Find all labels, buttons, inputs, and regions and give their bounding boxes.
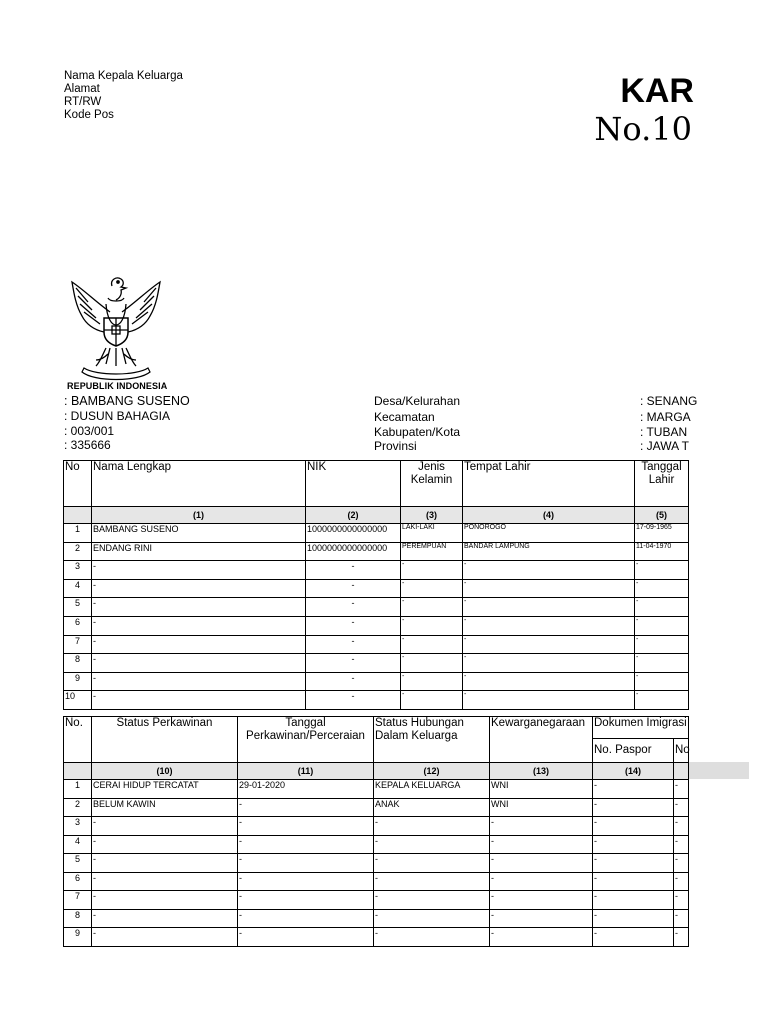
table-cell: WNI	[490, 780, 593, 799]
table-cell: -	[238, 928, 374, 947]
table-row	[64, 654, 689, 673]
table-cell: 7	[64, 635, 92, 654]
table-row	[64, 780, 689, 799]
left-info	[64, 394, 190, 452]
table-cell: -	[92, 872, 238, 891]
table-cell: -	[635, 691, 689, 710]
table-row	[64, 542, 689, 561]
col-number	[64, 763, 92, 780]
table-cell: -	[674, 854, 689, 873]
table-cell: -	[401, 635, 463, 654]
table-cell: 2	[64, 542, 92, 561]
table-row	[64, 872, 689, 891]
table-cell: -	[635, 579, 689, 598]
table-cell: -	[490, 817, 593, 836]
table-row	[64, 891, 689, 910]
table-cell: 1	[64, 780, 92, 799]
table-cell: 6	[64, 616, 92, 635]
table-cell: -	[490, 835, 593, 854]
col-number: (11)	[238, 763, 374, 780]
table-cell: -	[374, 854, 490, 873]
table-cell: -	[374, 928, 490, 947]
table-row	[64, 616, 689, 635]
table-cell: -	[306, 635, 401, 654]
table-cell: -	[401, 654, 463, 673]
table-cell: 9	[64, 928, 92, 947]
col-number: (14)	[593, 763, 674, 780]
table-cell: -	[401, 561, 463, 580]
table-cell: -	[463, 616, 635, 635]
label-rtrw: RT/RW	[64, 96, 102, 108]
table-cell: -	[635, 561, 689, 580]
table-cell: 1000000000000000	[306, 524, 401, 543]
table-cell: -	[593, 780, 674, 799]
col-number: (4)	[463, 507, 635, 524]
col-header-dokumen-imigrasi: Dokumen Imigrasi	[593, 717, 689, 739]
table-cell: -	[674, 872, 689, 891]
table-cell: -	[635, 616, 689, 635]
table-cell: -	[92, 854, 238, 873]
label-desa: Desa/Kelurahan	[374, 394, 461, 408]
col-header-no-paspor: No. Paspor	[593, 739, 674, 763]
table-cell: -	[593, 872, 674, 891]
table-cell: -	[401, 579, 463, 598]
table1-header-row	[64, 461, 689, 507]
table-cell: -	[306, 561, 401, 580]
table-cell: -	[92, 579, 306, 598]
table-cell: CERAI HIDUP TERCATAT	[92, 780, 238, 799]
right-info	[640, 394, 698, 453]
emblem-caption: REPUBLIK INDONESIA	[67, 381, 168, 391]
table-cell: -	[92, 835, 238, 854]
table-row	[64, 909, 689, 928]
table-cell: -	[674, 780, 689, 799]
label-kecamatan: Kecamatan	[374, 410, 435, 425]
label-alamat: Alamat	[64, 83, 100, 95]
table-cell: -	[238, 798, 374, 817]
table-cell: 4	[64, 579, 92, 598]
table-cell: 8	[64, 909, 92, 928]
table-cell: -	[374, 891, 490, 910]
table-cell: -	[463, 654, 635, 673]
table-cell: -	[92, 891, 238, 910]
table-row	[64, 672, 689, 691]
table-cell: 11-04-1970	[635, 542, 689, 561]
table-row	[64, 579, 689, 598]
table-cell: -	[306, 579, 401, 598]
table-cell: 5	[64, 598, 92, 617]
table-cell: 5	[64, 854, 92, 873]
col-number: (2)	[306, 507, 401, 524]
table-cell: -	[374, 872, 490, 891]
table-cell: -	[238, 854, 374, 873]
table-cell: BANDAR LAMPUNG	[463, 542, 635, 561]
col-number: (1)	[92, 507, 306, 524]
table-cell: 3	[64, 817, 92, 836]
family-status-table	[63, 716, 689, 947]
table-cell: 2	[64, 798, 92, 817]
table-row	[64, 928, 689, 947]
value-kode-pos: : 335666	[64, 437, 111, 452]
col-header-jenis-kelamin: Jenis Kelamin	[401, 461, 463, 507]
table-cell: 8	[64, 654, 92, 673]
table-cell: -	[92, 654, 306, 673]
table-cell: -	[593, 817, 674, 836]
label-kode-pos: Kode Pos	[64, 109, 114, 121]
table-cell: -	[593, 835, 674, 854]
table-cell: 1	[64, 524, 92, 543]
value-nama-kepala: : BAMBANG SUSENO	[64, 394, 190, 408]
table-cell: -	[306, 616, 401, 635]
table-cell: -	[92, 616, 306, 635]
table-cell: -	[490, 872, 593, 891]
table-cell: -	[92, 928, 238, 947]
table-cell: -	[674, 891, 689, 910]
table-cell: -	[92, 909, 238, 928]
table-cell: -	[92, 672, 306, 691]
title-line-1: KAR	[620, 72, 694, 110]
table-cell: ENDANG RINI	[92, 542, 306, 561]
table-cell: -	[374, 835, 490, 854]
table-cell: -	[490, 854, 593, 873]
table-cell: -	[593, 854, 674, 873]
table-cell: 6	[64, 872, 92, 891]
table-cell: -	[463, 635, 635, 654]
col-number: (3)	[401, 507, 463, 524]
table-cell: -	[374, 817, 490, 836]
table-row	[64, 524, 689, 543]
table-cell: -	[463, 598, 635, 617]
header-labels	[64, 70, 183, 122]
col-header-tempat-lahir: Tempat Lahir	[463, 461, 635, 507]
table-cell: -	[238, 817, 374, 836]
table-cell: 29-01-2020	[238, 780, 374, 799]
table-cell: -	[490, 928, 593, 947]
table-cell: -	[238, 872, 374, 891]
table-cell: LAKI-LAKI	[401, 524, 463, 543]
value-alamat: : DUSUN BAHAGIA	[64, 409, 171, 424]
table-cell: -	[306, 691, 401, 710]
table-cell: -	[593, 909, 674, 928]
table-row	[64, 798, 689, 817]
table-cell: -	[238, 891, 374, 910]
table-cell: ANAK	[374, 798, 490, 817]
col-header-nik: NIK	[306, 461, 401, 507]
table-cell: -	[674, 798, 689, 817]
table-cell: -	[306, 654, 401, 673]
value-provinsi: : JAWA T	[640, 438, 689, 453]
table-cell: -	[635, 672, 689, 691]
col-header-tanggal-lahir: Tanggal Lahir	[635, 461, 689, 507]
table-cell: 17-09-1965	[635, 524, 689, 543]
value-kabupaten: : TUBAN	[640, 424, 688, 439]
table-cell: PEREMPUAN	[401, 542, 463, 561]
table-cell: -	[92, 817, 238, 836]
table-row	[64, 691, 689, 710]
col-header-tanggal-perkawinan: Tanggal Perkawinan/Perceraian	[238, 717, 374, 763]
table1-number-row	[64, 507, 689, 524]
table-cell: -	[674, 909, 689, 928]
table-cell: -	[92, 598, 306, 617]
table-cell: -	[374, 909, 490, 928]
mid-info	[374, 394, 460, 453]
garuda-pancasila-emblem-icon	[66, 272, 166, 384]
table-cell: -	[306, 672, 401, 691]
col-number: (13)	[490, 763, 593, 780]
table-cell: 9	[64, 672, 92, 691]
table-cell: -	[92, 561, 306, 580]
table-cell: -	[490, 909, 593, 928]
col-header-status-perkawinan: Status Perkawinan	[92, 717, 238, 763]
table-cell: -	[635, 598, 689, 617]
table-cell: -	[238, 835, 374, 854]
table-cell: PONOROGO	[463, 524, 635, 543]
table-cell: -	[306, 598, 401, 617]
table-cell: -	[674, 835, 689, 854]
col-number	[64, 507, 92, 524]
col-header-status-hubungan: Status Hubungan Dalam Keluarga	[374, 717, 490, 763]
document-title	[560, 66, 694, 156]
table-cell: BAMBANG SUSENO	[92, 524, 306, 543]
table-row	[64, 854, 689, 873]
overflow-shading	[688, 762, 749, 779]
value-rtrw: : 003/001	[64, 423, 115, 438]
table-cell: -	[463, 672, 635, 691]
col-header-no: No	[64, 461, 92, 507]
table-cell: -	[92, 691, 306, 710]
col-header-no: No.	[64, 717, 92, 763]
table-cell: -	[635, 654, 689, 673]
table-cell: -	[593, 891, 674, 910]
title-line-2: No.10	[594, 110, 692, 148]
table-cell: 1000000000000000	[306, 542, 401, 561]
table-cell: -	[593, 928, 674, 947]
table-cell: -	[401, 672, 463, 691]
table-cell: KEPALA KELUARGA	[374, 780, 490, 799]
table-cell: 3	[64, 561, 92, 580]
table-row	[64, 635, 689, 654]
table-cell: -	[674, 817, 689, 836]
table-cell: -	[401, 691, 463, 710]
table-cell: -	[674, 928, 689, 947]
table-cell: BELUM KAWIN	[92, 798, 238, 817]
table-cell: -	[401, 616, 463, 635]
col-header-no-kitap: No	[674, 739, 689, 763]
col-header-kewarganegaraan: Kewarganegaraan	[490, 717, 593, 763]
table-cell: -	[238, 909, 374, 928]
table-row	[64, 598, 689, 617]
table-cell: -	[463, 691, 635, 710]
label-kabupaten: Kabupaten/Kota	[374, 424, 461, 439]
table-cell: 10	[64, 691, 92, 710]
table2-number-row	[64, 763, 689, 780]
table-cell: WNI	[490, 798, 593, 817]
table-cell: -	[463, 561, 635, 580]
table-cell: 4	[64, 835, 92, 854]
table-cell: -	[401, 598, 463, 617]
table-row	[64, 835, 689, 854]
table-cell: 7	[64, 891, 92, 910]
value-kecamatan: : MARGA	[640, 410, 691, 425]
table-cell: -	[490, 891, 593, 910]
table-cell: -	[635, 635, 689, 654]
label-nama-kepala-keluarga: Nama Kepala Keluarga	[64, 70, 183, 82]
table-cell: -	[593, 798, 674, 817]
col-number: (5)	[635, 507, 689, 524]
table-cell: -	[463, 579, 635, 598]
table-row	[64, 561, 689, 580]
col-number	[674, 763, 689, 780]
table2-header-row	[64, 717, 689, 739]
col-header-nama: Nama Lengkap	[92, 461, 306, 507]
value-desa: : SENANG	[640, 394, 698, 408]
table-row	[64, 817, 689, 836]
col-number: (10)	[92, 763, 238, 780]
label-provinsi: Provinsi	[374, 438, 417, 453]
family-members-table	[63, 460, 689, 710]
col-number: (12)	[374, 763, 490, 780]
table-cell: -	[92, 635, 306, 654]
